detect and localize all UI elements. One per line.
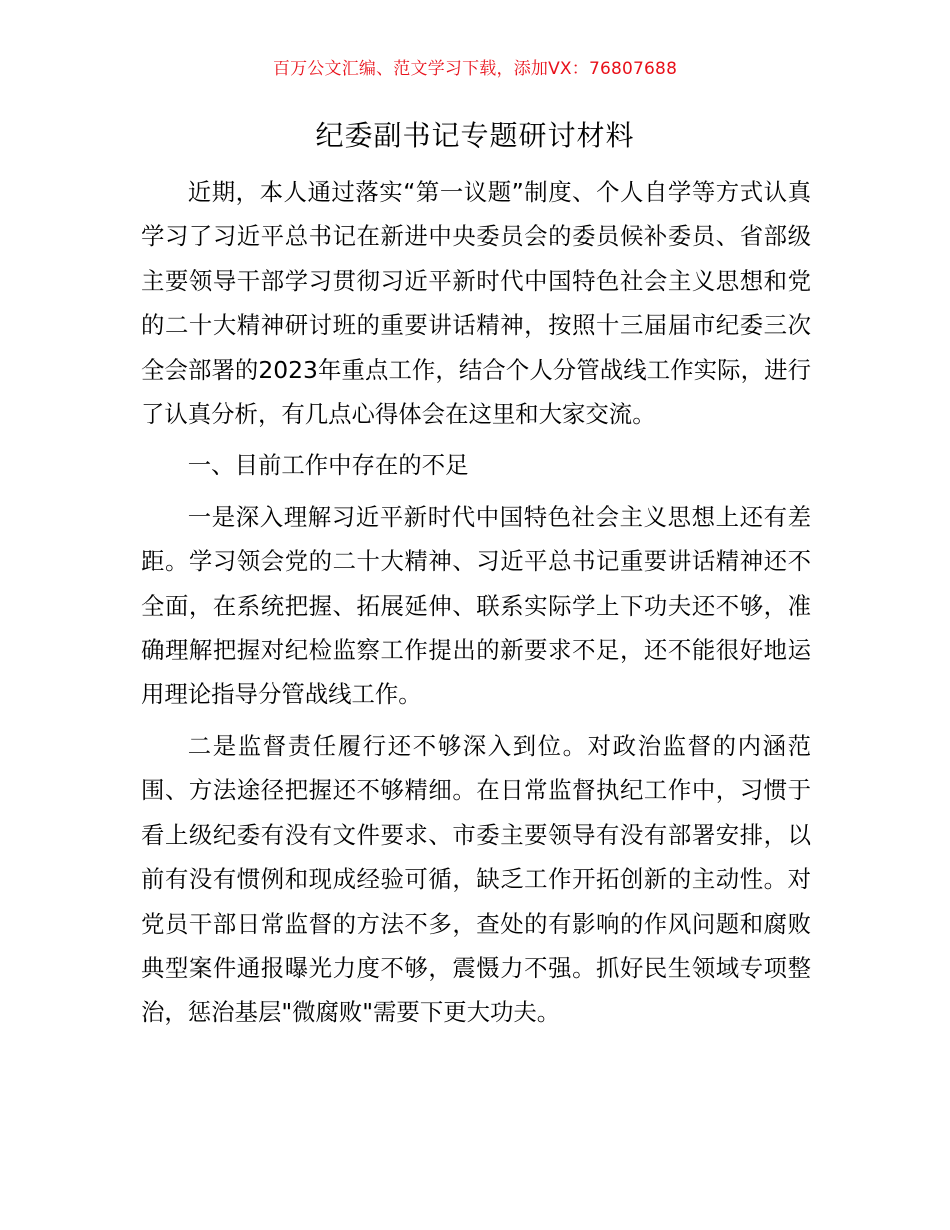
- header-note: 百万公文汇编、范文学习下载，添加VX：76807688: [272, 59, 678, 79]
- paragraph-point-one: 一是深入理解习近平新时代中国特色社会主义思想上还有差距。学习领会党的二十大精神、习近平总书记重要讲话精神还不全面，在系统把握、拓展延伸、联系实际学上下功夫还不够，准确理解把握对纪检监察工作提出的新要求不足，还不能很好地运用理论指导分管战线工作。: [141, 502, 811, 709]
- document-title: 纪委副书记专题研讨材料: [315, 119, 635, 152]
- document-body: [141, 170, 811, 1035]
- paragraph-point-two: 二是监督责任履行还不够深入到位。对政治监督的内涵范围、方法途径把握还不够精细。在日常监督执纪工作中，习惯于看上级纪委有没有文件要求、市委主要领导有没有部署安排，以前有没有惯例和现成经验可循，缺乏工作开拓创新的主动性。对党员干部日常监督的方法不多，查处的有影响的作风问题和腐败典型案件通报曝光力度不够，震慑力不强。抓好民生领域专项整治，惩治基层"微腐败"需要下更大功夫。: [141, 731, 811, 1027]
- paragraph-intro: 近期，本人通过落实“第一议题”制度、个人自学等方式认真学习了习近平总书记在新进中央委员会的委员候补委员、省部级主要领导干部学习贯彻习近平新时代中国特色社会主义思想和党的二十大精神研讨班的重要讲话精神，按照十三届届市纪委三次全会部署的2023年重点工作，结合个人分管战线工作实际，进行了认真分析，有几点心得体会在这里和大家交流。: [141, 178, 811, 429]
- section-heading-shortcomings: 一、目前工作中存在的不足: [187, 451, 469, 480]
